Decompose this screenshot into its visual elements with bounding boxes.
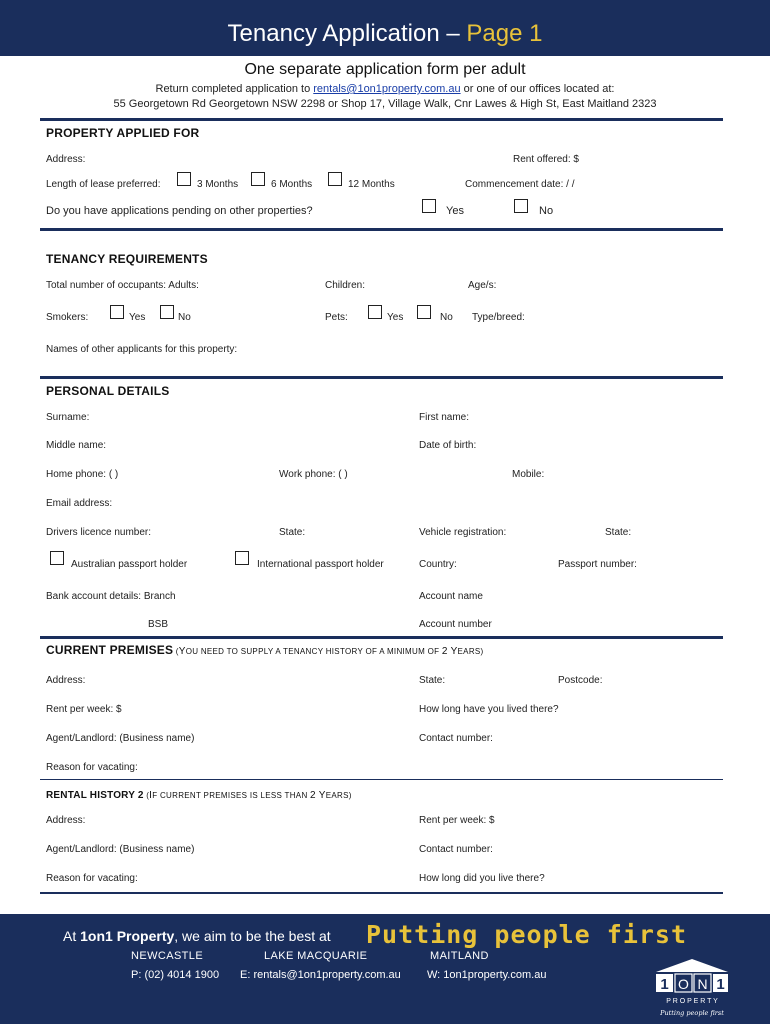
history-agent-field[interactable]: Agent/Landlord: (Business name) [46, 844, 195, 855]
smokers-no-label: No [178, 312, 191, 323]
adults-field[interactable]: Total number of occupants: Adults: [46, 280, 199, 291]
lease-12-months-checkbox[interactable] [328, 172, 342, 186]
pets-label: Pets: [325, 312, 348, 323]
current-premises-title: CURRENT PREMISES [46, 643, 174, 657]
logo-digit-one-2: 1 [716, 976, 725, 993]
pending-yes-checkbox[interactable] [422, 199, 436, 213]
history-rent-field[interactable]: Rent per week: $ [419, 815, 495, 826]
current-how-long-field[interactable]: How long have you lived there? [419, 704, 559, 715]
international-passport-checkbox[interactable] [235, 551, 249, 565]
section-divider [40, 636, 723, 639]
history-address-field[interactable]: Address: [46, 815, 86, 826]
smokers-no-checkbox[interactable] [160, 305, 174, 319]
current-agent-field[interactable]: Agent/Landlord: (Business name) [46, 733, 195, 744]
note-num: 2 Y [310, 790, 326, 801]
lease-3-months-label: 3 Months [197, 179, 239, 190]
international-passport-label: International passport holder [257, 559, 384, 570]
footer-lead2: , we aim to be the best at [174, 928, 331, 944]
note-end: EARS) [325, 791, 352, 800]
intro-suffix: or one of our offices located at: [460, 83, 615, 95]
drivers-licence-field[interactable]: Drivers licence number: [46, 527, 152, 538]
account-name-field[interactable]: Account name [419, 591, 483, 602]
rental-history-note [144, 791, 352, 800]
footer-email[interactable]: E: rentals@1on1property.com.au [240, 969, 401, 981]
pets-yes-checkbox[interactable] [368, 305, 382, 319]
current-reason-field[interactable]: Reason for vacating: [46, 762, 138, 773]
current-contact-field[interactable]: Contact number: [419, 733, 493, 744]
footer-slogan [63, 928, 331, 944]
current-premises-note [173, 647, 483, 656]
office-newcastle: NEWCASTLE [131, 950, 204, 962]
lease-3-months-checkbox[interactable] [177, 172, 191, 186]
office-maitland: MAITLAND [430, 950, 489, 962]
commencement-date-field[interactable]: Commencement date: / / [465, 179, 575, 190]
section-divider [40, 228, 723, 231]
company-logo [654, 958, 730, 1020]
section-divider [40, 376, 723, 379]
footer-banner [0, 914, 770, 1024]
licence-state-field[interactable]: State: [279, 527, 306, 538]
date-of-birth-field[interactable]: Date of birth: [419, 440, 477, 451]
footer-lead: At [63, 928, 81, 944]
passport-number-field[interactable]: Passport number: [558, 559, 637, 570]
history-contact-field[interactable]: Contact number: [419, 844, 493, 855]
surname-field[interactable]: Surname: [46, 412, 90, 423]
history-reason-field[interactable]: Reason for vacating: [46, 873, 138, 884]
note-text: OU NEED TO SUPPLY A TENANCY HISTORY OF A MINIMUM OF [185, 647, 442, 656]
office-address: 55 Georgetown Rd Georgetown NSW 2298 or Shop 17, Village Walk, Cnr Lawes & High St, East Maitland 2323 [113, 98, 657, 110]
work-phone-field[interactable]: Work phone: ( ) [279, 469, 348, 480]
pet-type-breed-field[interactable]: Type/breed: [472, 312, 525, 323]
section-heading-current-premises [46, 643, 484, 657]
lease-6-months-label: 6 Months [271, 179, 313, 190]
pets-no-label: No [440, 312, 453, 323]
pending-no-checkbox[interactable] [514, 199, 528, 213]
pending-no-label: No [539, 205, 554, 217]
current-address-field[interactable]: Address: [46, 675, 86, 686]
rental-history-title: RENTAL HISTORY 2 [46, 790, 144, 801]
bank-branch-field[interactable]: Bank account details: Branch [46, 591, 176, 602]
section-heading-tenancy: TENANCY REQUIREMENTS [46, 252, 208, 266]
mobile-field[interactable]: Mobile: [512, 469, 545, 480]
middle-name-field[interactable]: Middle name: [46, 440, 107, 451]
note-text: F CURRENT PREMISES IS LESS THAN [152, 791, 311, 800]
pets-no-checkbox[interactable] [417, 305, 431, 319]
current-postcode-field[interactable]: Postcode: [558, 675, 603, 686]
footer-phone[interactable]: P: (02) 4014 1900 [131, 969, 220, 981]
rent-offered-field[interactable]: Rent offered: $ [513, 154, 579, 165]
section-divider [40, 779, 723, 780]
note-open: ( [143, 791, 150, 800]
property-address-field[interactable]: Address: [46, 154, 86, 165]
current-state-field[interactable]: State: [419, 675, 446, 686]
current-rent-field[interactable]: Rent per week: $ [46, 704, 122, 715]
smokers-yes-checkbox[interactable] [110, 305, 124, 319]
smokers-yes-label: Yes [129, 312, 146, 323]
note-open: ( [173, 647, 179, 656]
note-cap: Y [178, 646, 186, 657]
footer-tagline: Putting people first [366, 920, 688, 949]
logo-letter-o: O [678, 976, 689, 992]
smokers-label: Smokers: [46, 312, 89, 323]
office-lake-macquarie: LAKE MACQUARIE [264, 950, 368, 962]
note-end: EARS) [457, 647, 484, 656]
lease-length-label: Length of lease preferred: [46, 179, 161, 190]
home-phone-field[interactable]: Home phone: ( ) [46, 469, 119, 480]
title-page-number: Page 1 [466, 20, 543, 47]
logo-word: P R O P E R T Y [666, 998, 718, 1005]
title-main: Tenancy Application – [227, 20, 467, 47]
note-cap: I [149, 790, 153, 801]
lease-6-months-checkbox[interactable] [251, 172, 265, 186]
page-title [0, 19, 770, 49]
pets-yes-label: Yes [387, 312, 404, 323]
pending-yes-label: Yes [446, 205, 464, 217]
ages-field[interactable]: Age/s: [468, 280, 497, 291]
section-heading-property: PROPERTY APPLIED FOR [46, 126, 200, 140]
intro-prefix: Return completed application to [155, 83, 314, 95]
vehicle-state-field[interactable]: State: [605, 527, 632, 538]
return-instructions [0, 83, 770, 95]
other-applicants-field[interactable]: Names of other applicants for this property: [46, 344, 238, 355]
footer-brand: 1on1 Property [80, 928, 175, 944]
section-divider [40, 892, 723, 894]
section-heading-personal: PERSONAL DETAILS [46, 384, 170, 398]
australian-passport-label: Australian passport holder [71, 559, 188, 570]
history-how-long-field[interactable]: How long did you live there? [419, 873, 545, 884]
rentals-email-link[interactable]: rentals@1on1property.com.au [313, 83, 461, 95]
vehicle-registration-field[interactable]: Vehicle registration: [419, 527, 507, 538]
form-subtitle: One separate application form per adult [244, 61, 526, 78]
account-number-field[interactable]: Account number [419, 619, 492, 630]
logo-letter-n: N [697, 976, 708, 992]
bsb-field[interactable]: BSB [148, 619, 169, 630]
children-field[interactable]: Children: [325, 280, 366, 291]
logo-script: Putting people first [660, 1009, 724, 1017]
email-address-field[interactable]: Email address: [46, 498, 113, 509]
section-divider [40, 118, 723, 121]
logo-digit-one: 1 [660, 976, 669, 993]
pending-applications-question: Do you have applications pending on other properties? [46, 205, 313, 217]
first-name-field[interactable]: First name: [419, 412, 470, 423]
footer-website[interactable]: W: 1on1property.com.au [427, 969, 547, 981]
australian-passport-checkbox[interactable] [50, 551, 64, 565]
section-heading-rental-history [46, 790, 352, 801]
passport-country-field[interactable]: Country: [419, 559, 457, 570]
lease-12-months-label: 12 Months [348, 179, 395, 190]
note-num: 2 Y [441, 646, 458, 657]
